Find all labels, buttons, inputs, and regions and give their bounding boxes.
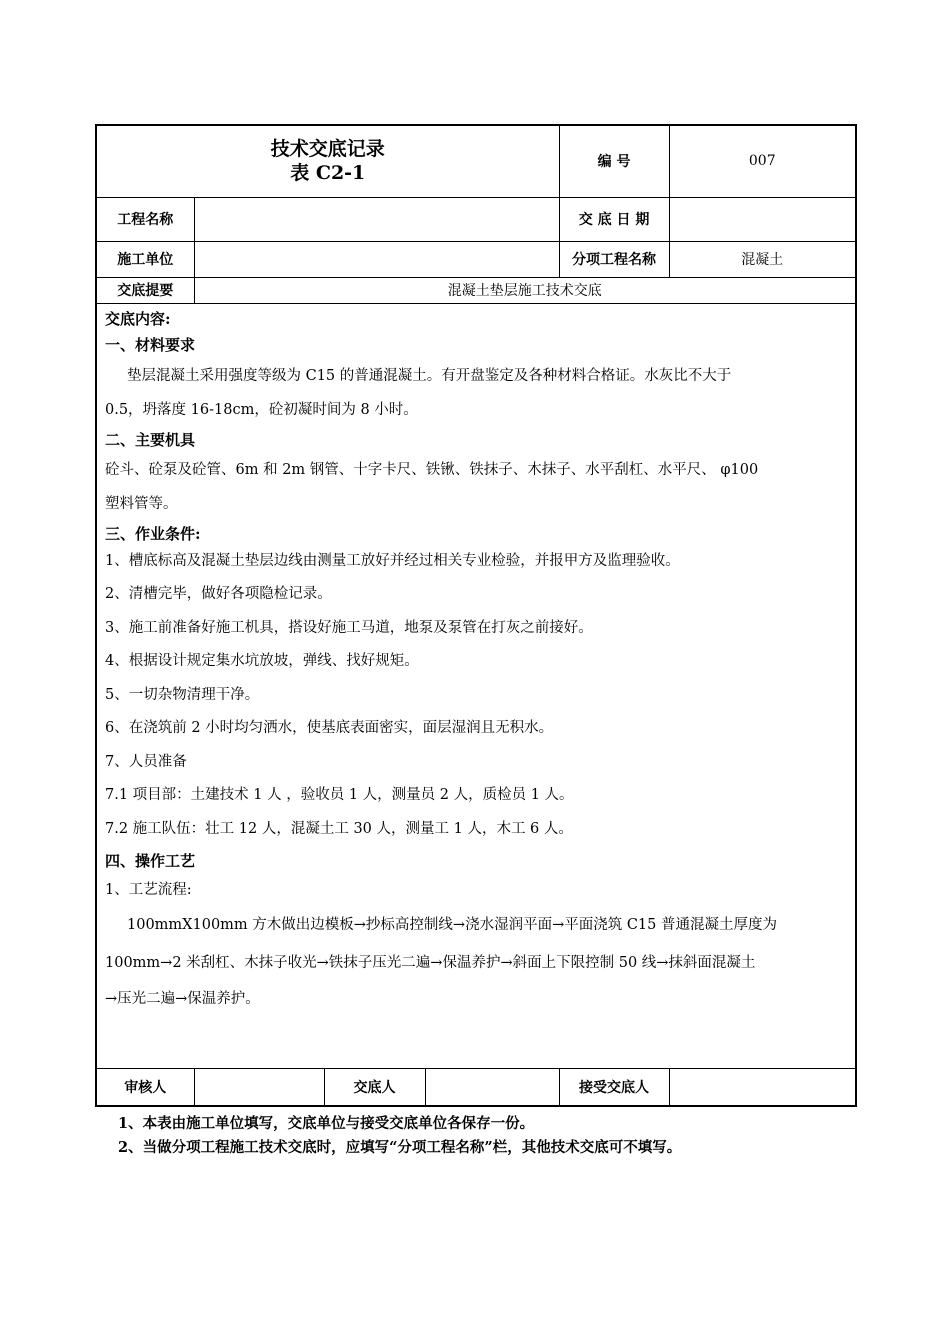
reviewer-label: 审核人 (96, 1068, 194, 1106)
project-name-label: 工程名称 (96, 197, 194, 241)
condition-item: 6、在浇筑前 2 小时均匀洒水，使基底表面密实，面层湿润且无积水。 (105, 720, 554, 736)
date-field[interactable] (669, 197, 856, 241)
footnote-item: 1、本表由施工单位填写，交底单位与接受交底单位各保存一份。 (118, 1115, 535, 1132)
receiver-label: 接受交底人 (559, 1068, 669, 1106)
form-title-main: 技术交底记录 (270, 138, 385, 161)
condition-item: 7、人员准备 (105, 753, 187, 770)
signature-row (96, 1068, 856, 1106)
condition-item: 1、槽底标高及混凝土垫层边线由测量工放好并经过相关专业检验，并报甲方及监理验收。 (105, 552, 680, 569)
project-name-field[interactable] (194, 197, 559, 241)
technical-disclosure-form (95, 124, 855, 1107)
reviewer-field[interactable] (194, 1068, 324, 1106)
condition-item: 5、一切杂物清理干净。 (105, 686, 260, 703)
unit-label: 施工单位 (96, 241, 194, 277)
section-equipment-text-1: 砼斗、砼泵及砼管、6m 和 2m 钢管、十字卡尺、铁锹、铁抹子、木抹子、水平刮杠、水平尺、 φ100 (105, 461, 759, 478)
project-row (96, 197, 856, 241)
form-title-code: 表 C2-1 (290, 162, 366, 185)
process-flow-subtitle: 1、工艺流程: (105, 882, 192, 898)
summary-label: 交底提要 (96, 277, 194, 303)
condition-item: 2、清槽完毕，做好各项隐检记录。 (105, 586, 332, 602)
section-equipment-title: 二、主要机具 (105, 430, 196, 449)
section-materials-text-2: 0.5，坍落度 16-18cm，砼初凝时间为 8 小时。 (105, 401, 418, 418)
receiver-field[interactable] (669, 1068, 856, 1106)
form-table (95, 124, 857, 1107)
section-materials-title: 一、材料要求 (105, 335, 196, 354)
number-label: 编 号 (559, 125, 669, 197)
form-title (96, 125, 559, 197)
unit-field[interactable] (194, 241, 559, 277)
footnote-item: 2、当做分项工程施工技术交底时，应填写“分项工程名称”栏，其他技术交底可不填写。 (118, 1139, 682, 1156)
section-equipment-text-2: 塑料管等。 (105, 495, 178, 512)
disclosure-content (96, 303, 856, 1068)
section-materials-text-1: 垫层混凝土采用强度等级为 C15 的普通混凝土。有开盘鉴定及各种材料合格证。水灰比不大于 (127, 367, 732, 384)
unit-row (96, 241, 856, 277)
content-heading: 交底内容: (105, 309, 171, 328)
footnotes (118, 1112, 838, 1160)
process-flow-text-3: →压光二遍→保温养护。 (105, 990, 260, 1007)
section-process-title: 四、操作工艺 (105, 852, 196, 870)
section-conditions-title: 三、作业条件: (105, 524, 201, 543)
condition-item: 3、施工前准备好施工机具，搭设好施工马道，地泵及泵管在打灰之前接好。 (105, 619, 593, 636)
date-label: 交 底 日 期 (559, 197, 669, 241)
subproject-label: 分项工程名称 (559, 241, 669, 277)
discloser-field[interactable] (425, 1068, 559, 1106)
summary-value[interactable]: 混凝土垫层施工技术交底 (194, 277, 856, 303)
condition-item: 4、根据设计规定集水坑放坡，弹线、找好规矩。 (105, 653, 419, 669)
content-row (96, 303, 856, 1068)
process-flow-text-1: 100mmX100mm 方木做出边模板→抄标高控制线→浇水湿润平面→平面浇筑 C15 普通混凝土厚度为 (127, 916, 777, 933)
subproject-value[interactable]: 混凝土 (669, 241, 856, 277)
condition-item: 7.1 项目部：土建技术 1 人 ，验收员 1 人，测量员 2 人，质检员 1 人。 (105, 787, 574, 803)
summary-row (96, 277, 856, 303)
condition-item: 7.2 施工队伍：壮工 12 人，混凝土工 30 人，测量工 1 人，木工 6 人。 (105, 820, 573, 837)
number-value: 007 (669, 125, 856, 197)
process-flow-text-2: 100mm→2 米刮杠、木抹子收光→铁抹子压光二遍→保温养护→斜面上下限控制 50 线→抹斜面混凝土 (105, 954, 756, 971)
header-row (96, 125, 856, 197)
discloser-label: 交底人 (324, 1068, 425, 1106)
